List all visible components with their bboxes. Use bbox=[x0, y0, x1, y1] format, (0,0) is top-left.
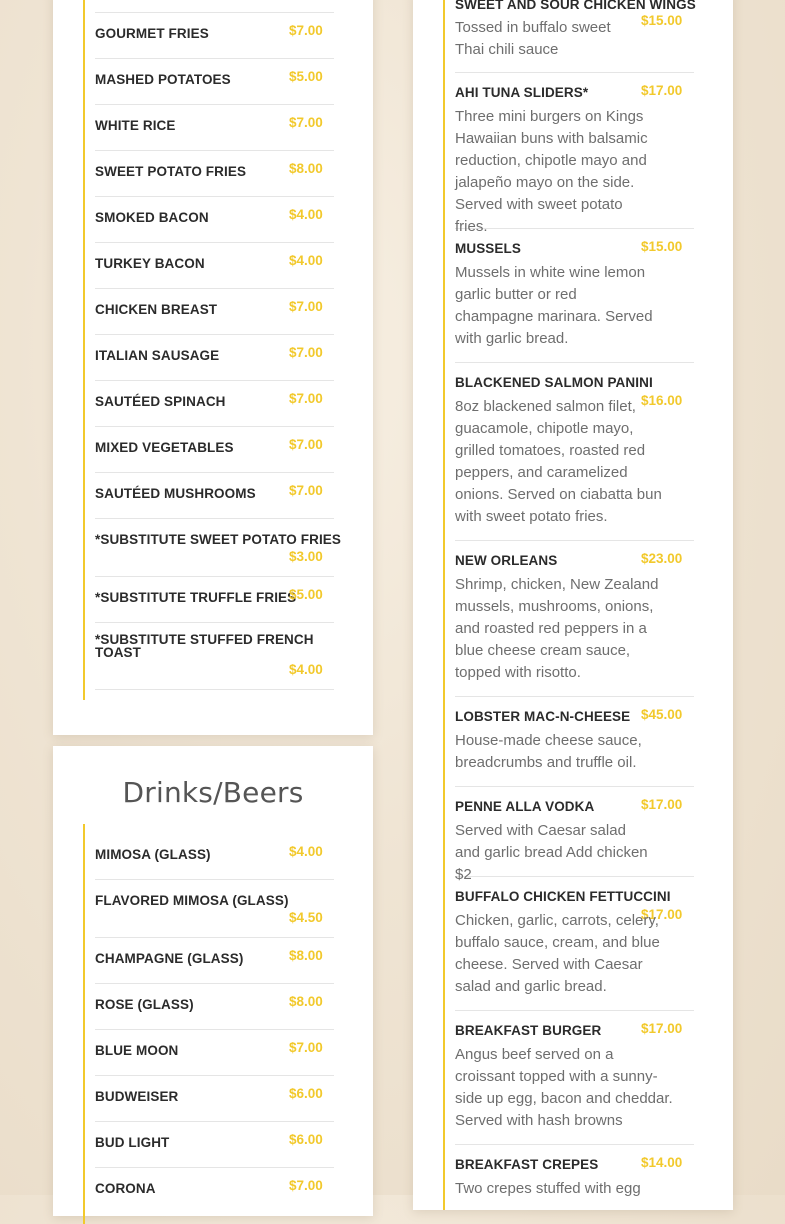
item-name: *SUBSTITUTE TRUFFLE FRIES bbox=[95, 590, 297, 605]
item-description: Three mini burgers on Kings Hawaiian buns with balsamic reduction, chipotle mayo and jalapeño mayo on the side. Served with sweet potato fries. bbox=[455, 108, 648, 235]
drinks-list bbox=[83, 824, 335, 1224]
menu-item bbox=[95, 380, 334, 427]
item-price: $15.00 bbox=[641, 239, 683, 254]
item-price: $4.50 bbox=[289, 910, 323, 925]
item-price: $7.00 bbox=[289, 23, 323, 38]
menu-item bbox=[455, 0, 694, 73]
item-price: $17.00 bbox=[641, 1021, 683, 1036]
menu-item bbox=[95, 334, 334, 381]
item-name: BUDWEISER bbox=[95, 1089, 179, 1104]
item-name: CHAMPAGNE (GLASS) bbox=[95, 951, 244, 966]
menu-item bbox=[95, 518, 342, 577]
item-name: MIXED VEGETABLES bbox=[95, 440, 234, 455]
item-price: $4.00 bbox=[289, 662, 323, 677]
item-name: SAUTÉED SPINACH bbox=[95, 394, 226, 409]
item-price: $8.00 bbox=[289, 948, 323, 963]
item-price: $4.00 bbox=[289, 253, 323, 268]
item-description: Mussels in white wine lemon garlic butter or red champagne marinara. Served with garlic bread. bbox=[455, 264, 653, 347]
drinks-card bbox=[53, 746, 373, 1216]
menu-item bbox=[95, 983, 334, 1030]
item-name: PENNE ALLA VODKA bbox=[455, 799, 595, 814]
sides-list bbox=[83, 0, 342, 700]
menu-item bbox=[455, 228, 694, 363]
item-price: $6.00 bbox=[289, 1086, 323, 1101]
menu-item bbox=[95, 879, 334, 938]
item-price: $8.00 bbox=[289, 994, 323, 1009]
item-price: $8.00 bbox=[289, 161, 323, 176]
item-name: SMOKED BACON bbox=[95, 210, 209, 225]
menu-item bbox=[455, 1144, 694, 1210]
menu-item bbox=[95, 104, 334, 151]
item-price: $7.00 bbox=[289, 299, 323, 314]
item-name: BLACKENED SALMON PANINI bbox=[455, 375, 653, 390]
item-price: $3.00 bbox=[289, 549, 323, 564]
item-name: *SUBSTITUTE STUFFED FRENCH TOAST bbox=[95, 632, 314, 660]
item-name: ITALIAN SAUSAGE bbox=[95, 348, 220, 363]
item-name: MUSSELS bbox=[455, 241, 521, 256]
item-name: BREAKFAST BURGER bbox=[455, 1023, 602, 1038]
item-name: NEW ORLEANS bbox=[455, 553, 558, 568]
menu-item bbox=[455, 540, 694, 697]
item-name: GOURMET FRIES bbox=[95, 26, 209, 41]
item-name: ROSE (GLASS) bbox=[95, 997, 194, 1012]
item-description: Tossed in buffalo sweet Thai chili sauce bbox=[455, 19, 611, 58]
menu-item bbox=[95, 58, 334, 105]
item-name: *SUBSTITUTE SWEET POTATO FRIES bbox=[95, 532, 342, 547]
item-name: CHICKEN BREAST bbox=[95, 302, 218, 317]
item-name: FLAVORED MIMOSA (GLASS) bbox=[95, 893, 289, 908]
item-price: $7.00 bbox=[289, 437, 323, 452]
menu-item bbox=[95, 824, 334, 880]
menu-item bbox=[455, 876, 694, 1011]
item-price: $16.00 bbox=[641, 393, 683, 408]
item-price: $7.00 bbox=[289, 391, 323, 406]
item-name: BUFFALO CHICKEN FETTUCCINI bbox=[455, 889, 671, 904]
item-description: Two crepes stuffed with egg bbox=[455, 1180, 641, 1197]
item-description: House-made cheese sauce, breadcrumbs and truffle oil. bbox=[455, 732, 642, 771]
item-name: WHITE RICE bbox=[95, 118, 176, 133]
item-price: $17.00 bbox=[641, 83, 683, 98]
menu-item bbox=[95, 426, 334, 473]
item-name: AHI TUNA SLIDERS* bbox=[455, 85, 589, 100]
menu-item bbox=[95, 242, 334, 289]
menu-item bbox=[455, 1010, 694, 1145]
item-price: $7.00 bbox=[289, 115, 323, 130]
entrees-list bbox=[443, 0, 695, 1210]
item-price: $45.00 bbox=[641, 707, 683, 722]
menu-item bbox=[455, 72, 694, 235]
entrees-card bbox=[413, 0, 733, 1210]
item-name: SWEET AND SOUR CHICKEN WINGS bbox=[455, 0, 696, 12]
item-price: $5.00 bbox=[289, 69, 323, 84]
menu-item bbox=[95, 150, 334, 197]
item-description: Angus beef served on a croissant topped with a sunny-side up egg, bacon and cheddar. Served with hash browns bbox=[455, 1046, 673, 1129]
menu-item bbox=[95, 12, 334, 59]
menu-item bbox=[95, 196, 334, 243]
item-name: BLUE MOON bbox=[95, 1043, 179, 1058]
item-price: $5.00 bbox=[289, 587, 323, 602]
sides-card bbox=[53, 0, 373, 735]
menu-item bbox=[95, 576, 334, 623]
menu-item bbox=[455, 362, 694, 541]
menu-item bbox=[95, 622, 334, 690]
item-price: $17.00 bbox=[641, 907, 683, 922]
menu-item bbox=[95, 1075, 334, 1122]
item-name: MASHED POTATOES bbox=[95, 72, 231, 87]
item-name: TURKEY BACON bbox=[95, 256, 205, 271]
item-price: $6.00 bbox=[289, 1132, 323, 1147]
section-title: Drinks/Beers bbox=[122, 776, 304, 809]
menu-item bbox=[455, 696, 694, 787]
item-price: $14.00 bbox=[641, 1155, 683, 1170]
item-description: Shrimp, chicken, New Zealand mussels, mushrooms, onions, and roasted red peppers in a blue cheese cream sauce, topped with risotto. bbox=[455, 576, 659, 681]
menu-item bbox=[95, 1029, 334, 1076]
item-price: $4.00 bbox=[289, 207, 323, 222]
item-name: CORONA bbox=[95, 1181, 156, 1196]
item-name: BREAKFAST CREPES bbox=[455, 1157, 599, 1172]
item-price: $15.00 bbox=[641, 13, 683, 28]
item-description: 8oz blackened salmon filet, guacamole, chipotle mayo, grilled tomatoes, roasted red peppers, and caramelized onions. Served on ciabatta bun with sweet potato fries. bbox=[455, 398, 662, 525]
menu-item bbox=[95, 937, 334, 984]
menu-item bbox=[95, 1167, 334, 1213]
item-name: SWEET POTATO FRIES bbox=[95, 164, 247, 179]
item-price: $7.00 bbox=[289, 345, 323, 360]
item-price: $17.00 bbox=[641, 797, 683, 812]
item-description: Chicken, garlic, carrots, celery, buffalo sauce, cream, and blue cheese. Served with Caesar salad and garlic bread. bbox=[455, 912, 660, 995]
menu-item bbox=[95, 1121, 334, 1168]
item-name: LOBSTER MAC-N-CHEESE bbox=[455, 709, 631, 724]
item-name: BUD LIGHT bbox=[95, 1135, 170, 1150]
menu-item bbox=[95, 472, 334, 519]
menu-item bbox=[455, 786, 694, 883]
item-name: MIMOSA (GLASS) bbox=[95, 847, 211, 862]
item-price: $23.00 bbox=[641, 551, 683, 566]
item-price: $7.00 bbox=[289, 1040, 323, 1055]
item-price: $7.00 bbox=[289, 1178, 323, 1193]
item-price: $4.00 bbox=[289, 844, 323, 859]
item-name: SAUTÉED MUSHROOMS bbox=[95, 486, 256, 501]
menu-item bbox=[95, 288, 334, 335]
item-description: Served with Caesar salad and garlic bread Add chicken $2 bbox=[455, 822, 648, 883]
item-price: $7.00 bbox=[289, 483, 323, 498]
